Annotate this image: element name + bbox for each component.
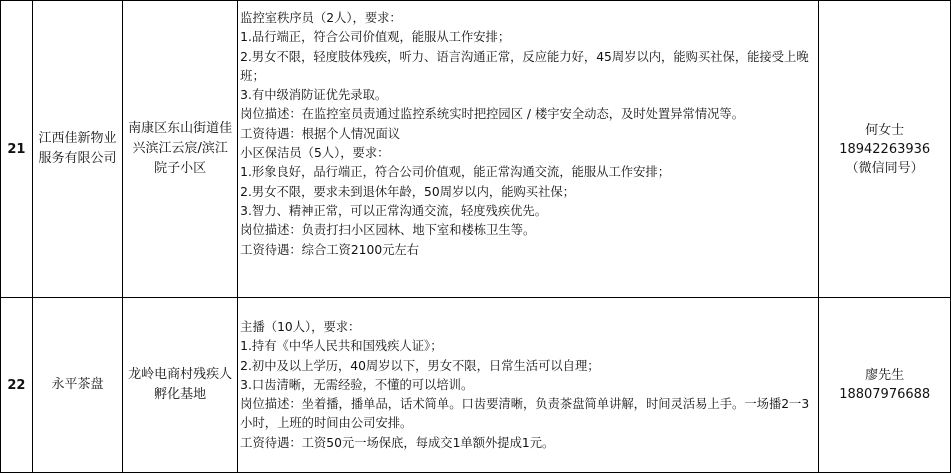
job-requirements <box>238 298 819 473</box>
requirement-line: 2.男女不限，要求未到退休年龄，50周岁以内，能购买社保； <box>240 184 575 199</box>
row-number: 22 <box>1 298 33 473</box>
requirement-line: 1.品行端正，符合公司价值观，能服从工作安排； <box>240 30 511 45</box>
row-number: 21 <box>1 1 33 298</box>
requirement-line: 3.口齿清晰，无需经验，不懂的可以培训。 <box>240 377 474 392</box>
requirement-line: 小区保洁员（5人），要求： <box>240 146 390 161</box>
contact-info <box>819 298 951 473</box>
contact-note: （微信同号） <box>845 160 924 176</box>
contact-phone: 18942263936 <box>839 141 931 157</box>
requirement-line: 1.持有《中华人民共和国残疾人证》； <box>240 339 443 354</box>
work-location: 南康区东山街道佳兴滨江云宸/滨江院子小区 <box>123 1 238 298</box>
table-row <box>1 1 951 298</box>
requirement-line: 主播（10人），要求： <box>240 320 361 334</box>
requirement-line: 工资待遇：综合工资2100元左右 <box>240 242 420 257</box>
contact-name: 廖先生 <box>865 368 905 383</box>
job-requirements <box>238 1 819 298</box>
requirement-line: 岗位描述：负责打扫小区园林、地下室和楼栋卫生等。 <box>240 223 536 238</box>
requirement-line: 岗位描述：在监控室员责通过监控系统实时把控园区 / 楼宇安全动态，及时处置异常情况等。 <box>240 107 745 122</box>
contact-phone: 18807976688 <box>839 387 931 402</box>
requirement-line: 1.形象良好，品行端正，符合公司价值观，能正常沟通交流，能服从工作安排； <box>240 165 670 180</box>
requirement-line: 岗位描述：坐着播，播单品，话术简单。口齿要清晰，负责茶盘简单讲解，时间灵活易上手。一场播2一3小时，上班的时间由公司安排。 <box>240 397 810 431</box>
work-location: 龙岭电商村残疾人孵化基地 <box>123 298 238 473</box>
requirement-line: 工资待遇：工资50元一场保底，每成交1单额外提成1元。 <box>240 435 555 450</box>
contact-name: 何女士 <box>865 122 905 138</box>
contact-info <box>819 1 951 298</box>
company-name: 江西佳新物业服务有限公司 <box>32 1 122 298</box>
requirement-line: 监控室秩序员（2人），要求： <box>240 11 402 25</box>
requirement-line: 工资待遇：根据个人情况面议 <box>240 126 401 141</box>
requirement-line: 2.初中及以上学历，40周岁以下，男女不限，日常生活可以自理； <box>240 358 600 373</box>
requirement-line: 2.男女不限，轻度肢体残疾，听力、语言沟通正常，反应能力好，45周岁以内，能购买社保，能接受上晚班； <box>240 49 809 83</box>
company-name: 永平茶盘 <box>32 298 122 473</box>
table-row <box>1 298 951 473</box>
requirement-line: 3.智力、精神正常，可以正常沟通交流，轻度残疾优先。 <box>240 203 548 218</box>
requirement-line: 3.有中级消防证优先录取。 <box>240 88 388 103</box>
